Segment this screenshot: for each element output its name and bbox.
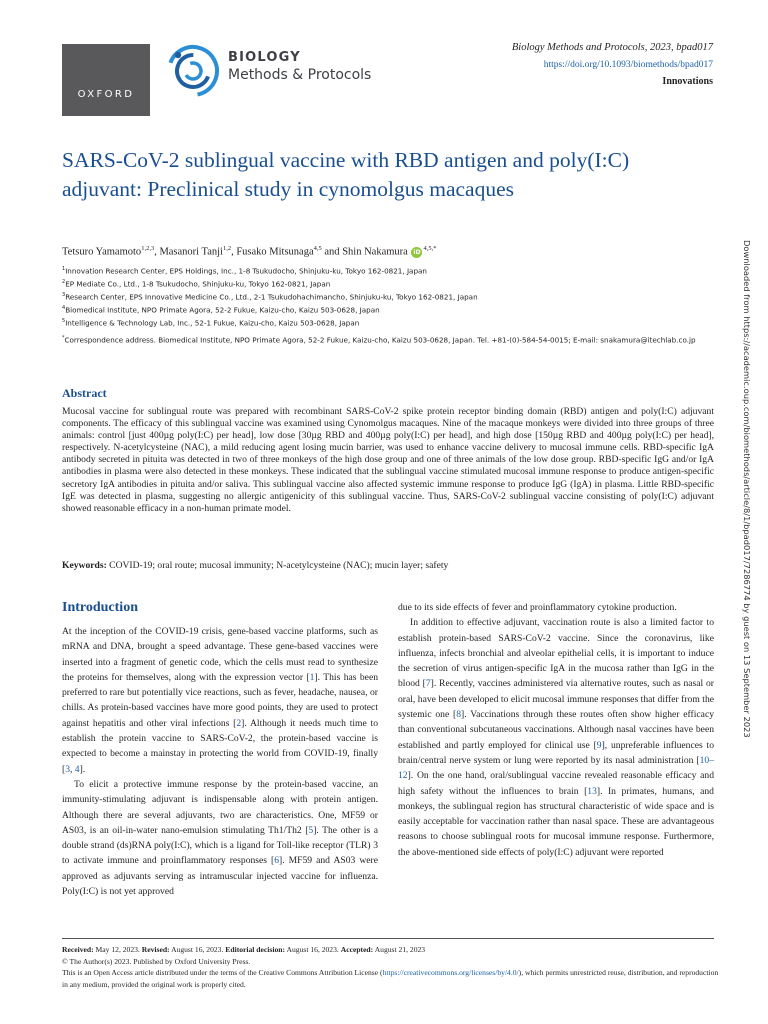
body-text: ]. MF59 and AS03 were approved as adjuvants serving as intramuscular injected vaccine for influenza. Poly(I:C) is not yet approved [62, 855, 378, 898]
body-text: ], unpreferable influences to brain/central nerve system or lung were reported by its nasal administration [ [398, 739, 714, 766]
citation-link[interactable]: 9 [596, 739, 602, 751]
body-text: ]. [79, 763, 86, 775]
affiliation: $^4$Biomedical Institute, NPO Primate Agora, 52-2 Fukue, Kaizu-cho, Kaizu 503-0628, Japan [62, 304, 380, 315]
citation-link[interactable]: 13 [587, 785, 597, 797]
citation-link[interactable]: 5 [308, 824, 314, 836]
author-name[interactable]: Tetsuro Yamamoto [62, 246, 142, 258]
body-text: due to its side effects of fever and proinflammatory cytokine production. [398, 602, 677, 613]
article-footer [62, 944, 722, 991]
body-text: ]. This has been preferred to rare but potentially vice reactions, such as fever, headache, nausea, or chills. As protein-based vaccines have more good points, they are used to protect against hepatitis and other viral infections [ [62, 671, 378, 729]
citation-link[interactable]: 6 [274, 855, 280, 867]
author-affil-marker: 4,5 [313, 245, 322, 252]
body-text: ]. Although it needs much time to establish the protein vaccine to SARS-CoV-2, the protein-based vaccine is expected to become a mainstay in protecting the world from COVID-19, finally [ [62, 717, 378, 775]
body-paragraph [62, 624, 378, 777]
citation-link[interactable]: 3 [65, 763, 70, 775]
author-name[interactable]: Fusako Mitsunaga [236, 246, 314, 258]
affiliation: $^2$EP Mediate Co., Ltd., 1-8 Tsukudocho, Shinjuku-ku, Tokyo 162-0821, Japan [62, 278, 331, 289]
body-text: At the inception of the COVID-19 crisis, gene-based vaccine platforms, such as mRNA and DNA, brought a speed advantage. These gene-based vaccines were inserted into a fragment of genetic code, which the cells must read to synthesize the proteins for themselves, along with the expression vector [ [62, 626, 378, 683]
download-note: Downloaded from https://academic.oup.com/biomethods/article/8/1/bpad017/7286774 by guest on 13 September 2023 [742, 240, 752, 738]
citation-link[interactable]: 10–12 [398, 754, 714, 782]
oxford-logo-text: OXFORD [77, 89, 135, 100]
abstract-heading: Abstract [62, 386, 107, 400]
body-text: ]. In primates, humans, and monkeys, the sublingual region has structural characteristic of wide space and is easily acceptable for vaccination rather than nasal space. These are advantageous reasons to choose sublingual roots for mucosal immune response. Furthermore, the above-mentioned side effects of poly(I:C) adjuvant were reported [398, 785, 714, 858]
author-affil-marker: 1,2,3 [141, 245, 155, 252]
body-paragraph [398, 615, 714, 860]
affiliation: $^3$Research Center, EPS Innovative Medicine Co., Ltd., 2-1 Tsukudohachimancho, Shinjuku-ku, Tokyo 162-0821, Japan [62, 291, 478, 302]
doi-link[interactable]: https://doi.org/10.1093/biomethods/bpad017 [543, 60, 713, 70]
affiliations [62, 264, 478, 329]
keywords-label: Keywords: [62, 560, 107, 571]
article-section: Innovations [662, 76, 713, 87]
oxford-logo [62, 44, 150, 116]
journal-logo-subtitle: Methods & Protocols [228, 67, 372, 83]
body-text: ]. Vaccinations through these routes often show higher efficacy than conventional subcutaneous vaccinations. Although nasal vaccines have been established and partly employed for clinical use [ [398, 709, 714, 751]
correspondence-address: *Correspondence address. Biomedical Institute, NPO Primate Agora, 52-2 Fukue, Kaizu-cho, Kaizu 503-0628, Japan. Tel. +81-(0)-584-54-0015; E-mail: snakamura@itechlab.co.jp [62, 335, 696, 345]
body-text: ]. The other is a double strand (ds)RNA poly(I:C), which is a ligand for Toll-like receptor (TLR) 3 to activate immune and proinflammatory responses [ [62, 824, 378, 867]
orcid-icon[interactable]: iD [413, 248, 421, 256]
author-affil-marker: 4,5,* [423, 245, 437, 252]
body-paragraph [62, 777, 378, 899]
body-text: In addition to effective adjuvant, vaccination route is also a limited factor to establish protein-based SARS-CoV-2 vaccine. Since the coronavirus, like influenza, infects bronchial and alveolar epithelial cells, it is important to induce the secretion of virus antigen-specific IgA in the mucosa rather than IgG in the blood [ [398, 617, 714, 690]
citation-link[interactable]: 7 [425, 678, 431, 690]
body-text: ]. Recently, vaccines administered via alternative routes, such as nasal or oral, have been developed to elicit mucosal immune responses that differ from the systemic one [ [398, 678, 715, 721]
citation-link[interactable]: 8 [456, 709, 462, 721]
keywords [62, 560, 448, 571]
journal-citation: Biology Methods and Protocols, 2023, bpad017 [511, 42, 713, 53]
keywords-text: COVID-19; oral route; mucosal immunity; N-acetylcysteine (NAC); mucin layer; safety [109, 560, 449, 571]
body-column-right [398, 600, 714, 860]
download-sidebar [738, 240, 754, 810]
license-text: This is an Open Access article distributed under the terms of the Creative Commons Attribution License (https://creativecommons.org/licenses/by/4.0/), which permits unrestricted reuse, distribution, and reproduction in any medium, provided the original work is properly cited. [62, 968, 719, 990]
article-history: Received: May 12, 2023. Revised: August 16, 2023. Editorial decision: August 16, 2023. Accepted: August 21, 2023 [62, 945, 426, 954]
citation-link[interactable]: 2 [236, 717, 242, 729]
body-text: , [70, 763, 75, 775]
author-list: Tetsuro Yamamoto$^{1,2,3}$, Masanori Tanji$^{1,2}$, Fusako Mitsunaga$^{4,5}$ and Shin Nakamura $iD^{4,5,*}$ [62, 245, 437, 258]
author-name[interactable]: Masanori Tanji [159, 246, 223, 258]
author-affil-marker: 1,2 [222, 245, 232, 252]
citation-link[interactable]: 4 [74, 763, 80, 775]
citation-link[interactable]: 1 [309, 671, 315, 683]
body-column-left [62, 624, 378, 899]
journal-logo-icon [166, 44, 220, 98]
journal-logo-title: BIOLOGY [228, 50, 301, 65]
footer-divider [62, 938, 714, 939]
body-text: To elicit a protective immune response by the protein-based vaccine, an immunity-stimulating adjuvant is indispensable along with protein antigen. Although there are several adjuvants, two are characteristics. One, MF59 or AS03, is an oil-in-water nano-emulsion stimulating Th1/Th2 [ [62, 778, 378, 836]
article-title: SARS-CoV-2 sublingual vaccine with RBD antigen and poly(I:C) adjuvant: Preclinical study in cynomolgus macaques [62, 148, 630, 201]
introduction-heading: Introduction [62, 600, 138, 615]
body-text: ]. On the one hand, oral/sublingual vaccine revealed reasonable efficacy and high safety without the influences to brain [ [398, 770, 714, 797]
affiliation: $^5$Intelligence & Technology Lab, Inc., 52-1 Fukue, Kaizu-cho, Kaizu 503-0628, Japan [62, 317, 360, 328]
copyright-line: © The Author(s) 2023. Published by Oxford University Press. [62, 956, 251, 966]
affiliation: $^1$Innovation Research Center, EPS Holdings, Inc., 1-8 Tsukudocho, Shinjuku-ku, Tokyo 162-0821, Japan [62, 266, 427, 276]
author-name[interactable]: Shin Nakamura [342, 246, 408, 258]
license-link[interactable]: https://creativecommons.org/licenses/by/4.0/ [382, 968, 519, 978]
abstract-text: Mucosal vaccine for sublingual route was prepared with recombinant SARS-CoV-2 spike protein receptor binding domain (RBD) antigen and poly(I:C) adjuvant components. The efficacy of this sublingual vaccine was examined using Cynomolgus macaques. Nine of the macaque monkeys were divided into three groups of three animals: control [just 400µg poly(I:C) per head], low dose [30µg RBD and 400µg poly(I:C) per head], and high dose [150µg RBD and 400µg poly(I:C) per head], respectively. N-acetylcysteine (NAC), a mild reducing agent losing mucin barrier, was used to enhance vaccine delivery to mucosal immune cells. RBD-specific IgA antibody secreted in pituita was detected in two of three monkeys of the high dose group and one of three animals of the low dose group. RBD-specific IgG and/or IgA antibodies in plasma were also detected in these monkeys. These indicated that the sublingual vaccine stimulated mucosal immune response to produce antigen-specific secretory IgA antibodies in pituita and/or saliva. This sublingual vaccine also affected systemic immune response to produce IgG (IgA) in plasma. Little RBD-specific IgE was detected in plasma, suggesting no allergic antigenicity of this sublingual vaccine. Thus, SARS-CoV-2 sublingual vaccine consisting of poly(I:C) adjuvant showed reasonable efficacy in a non-human primate model. [62, 406, 714, 514]
body-paragraph [398, 600, 714, 615]
